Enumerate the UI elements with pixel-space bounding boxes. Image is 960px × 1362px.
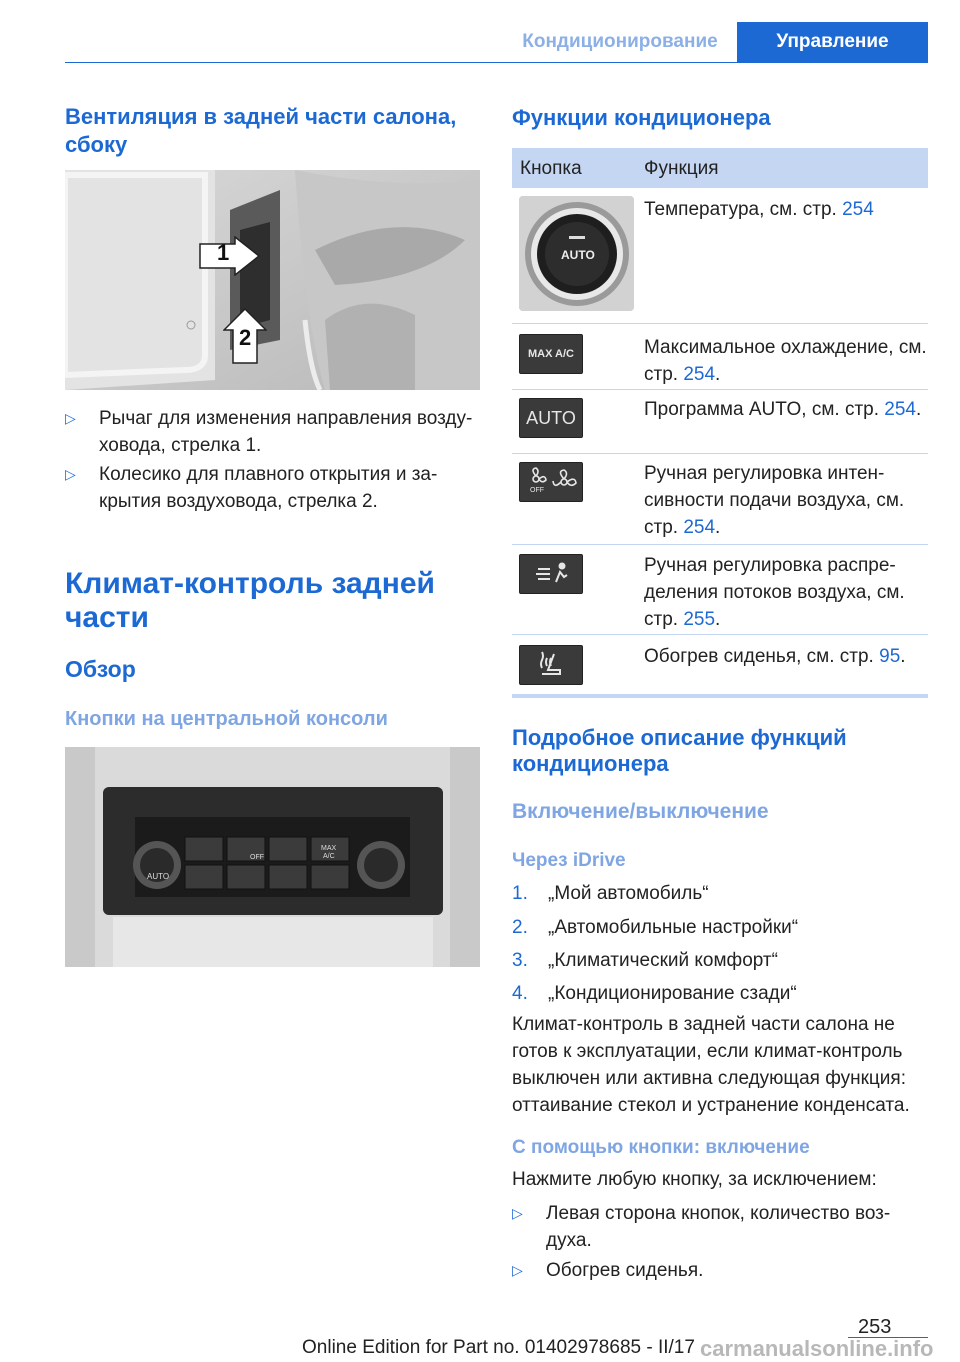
header-chapter-tab[interactable]: Управление <box>737 22 928 62</box>
console-buttons-heading: Кнопки на центральной консоли <box>65 708 388 730</box>
idrive-heading: Через iDrive <box>512 850 626 871</box>
air-distribution-icon <box>519 554 583 594</box>
triangle-bullet-icon: ▷ <box>512 1205 523 1221</box>
header-section-tab[interactable]: Кондиционирование <box>522 31 718 52</box>
function-text: Максимальное охлаждение, см. стр. 254. <box>644 337 927 385</box>
press-any-button-text: Нажмите любую кнопку, за исключением: <box>512 1169 877 1190</box>
row-divider <box>512 389 928 390</box>
button-on-heading: С помощью кнопки: включение <box>512 1137 810 1158</box>
console-ac-label: A/C <box>323 853 335 860</box>
page-link[interactable]: 254 <box>884 399 916 420</box>
function-text: Обогрев сиденья, см. стр. 95. <box>644 646 906 667</box>
detail-title-line2: кондиционера <box>512 751 669 776</box>
page-link[interactable]: 254 <box>683 364 716 385</box>
page-number: 253 <box>858 1316 892 1338</box>
header-rule <box>65 62 928 63</box>
console-auto-label: AUTO <box>147 872 170 881</box>
temperature-knob-icon: AUTO <box>519 196 634 311</box>
auto-icon: AUTO <box>519 398 583 438</box>
col-header-function: Функция <box>644 158 719 179</box>
rear-console-photo <box>65 747 480 967</box>
table-header <box>512 148 928 188</box>
fan-speed-icon: OFF <box>519 462 583 502</box>
triangle-bullet-icon: ▷ <box>65 410 76 426</box>
rear-vent-photo <box>65 170 480 390</box>
list-item: 3. „Климатический комфорт“ <box>512 950 778 971</box>
climate-section-title-line2: части <box>65 601 149 634</box>
list-item: 1. „Мой автомобиль“ <box>512 883 709 904</box>
row-divider <box>512 634 928 635</box>
edition-footer: Online Edition for Part no. 01402978685 - II/17 <box>302 1337 695 1358</box>
list-item: ▷ Рычаг для изменения направления возду- ховода, стрелка 1. <box>65 405 485 461</box>
detail-title-line1: Подробное описание функций <box>512 725 847 750</box>
function-text: Программа AUTO, см. стр. 254. <box>644 399 922 420</box>
function-text: Температура, см. стр. 254 <box>644 199 874 220</box>
list-item: ▷ Левая сторона кнопок, количество воз- духа. <box>512 1200 932 1256</box>
list-item: 2. „Автомобильные настройки“ <box>512 917 799 938</box>
page-link[interactable]: 95 <box>879 646 901 667</box>
availability-paragraph: Климат-контроль в задней части салона не готов к эксплуатации, если климат-контроль выключен или активна следующая функция: оттаивание стекол и устранение конденсата. <box>512 1014 910 1116</box>
list-item: ▷ Колесико для плавного открытия и за- крытия воздуховода, стрелка 2. <box>65 461 485 517</box>
vent-section-title: Вентиляция в задней части салона, сбоку <box>65 104 457 157</box>
row-divider <box>512 544 928 545</box>
console-off-label: OFF <box>250 854 264 861</box>
row-divider <box>512 453 928 454</box>
table-bottom-rule <box>512 694 928 698</box>
triangle-bullet-icon: ▷ <box>65 466 76 482</box>
callout-label-2: 2 <box>239 325 252 350</box>
list-item: ▷ Обогрев сиденья. <box>512 1257 932 1287</box>
overview-heading: Обзор <box>65 656 136 682</box>
watermark: carmanualsonline.info <box>700 1336 934 1361</box>
list-item: 4. „Кондиционирование сзади“ <box>512 983 797 1004</box>
callout-label-1: 1 <box>217 240 230 265</box>
function-text: Ручная регулировка интен-сивности подачи воздуха, см. стр. 254. <box>644 463 905 538</box>
row-divider <box>512 323 928 324</box>
onoff-heading: Включение/выключение <box>512 800 769 823</box>
col-header-button: Кнопка <box>520 158 582 179</box>
page-link[interactable]: 254 <box>683 517 716 538</box>
callout-arrow-1 <box>199 236 261 276</box>
function-text: Ручная регулировка распре-деления потоков воздуха, см. стр. 255. <box>644 555 905 630</box>
page-link[interactable]: 255 <box>683 609 716 630</box>
console-max-label: MAX <box>321 845 337 852</box>
climate-section-title-line1: Климат-контроль задней <box>65 567 435 600</box>
max-ac-icon: MAX A/C <box>519 334 583 374</box>
seat-heating-icon <box>519 645 583 685</box>
triangle-bullet-icon: ▷ <box>512 1262 523 1278</box>
functions-title: Функции кондиционера <box>512 105 771 130</box>
page-link[interactable]: 254 <box>842 199 874 220</box>
